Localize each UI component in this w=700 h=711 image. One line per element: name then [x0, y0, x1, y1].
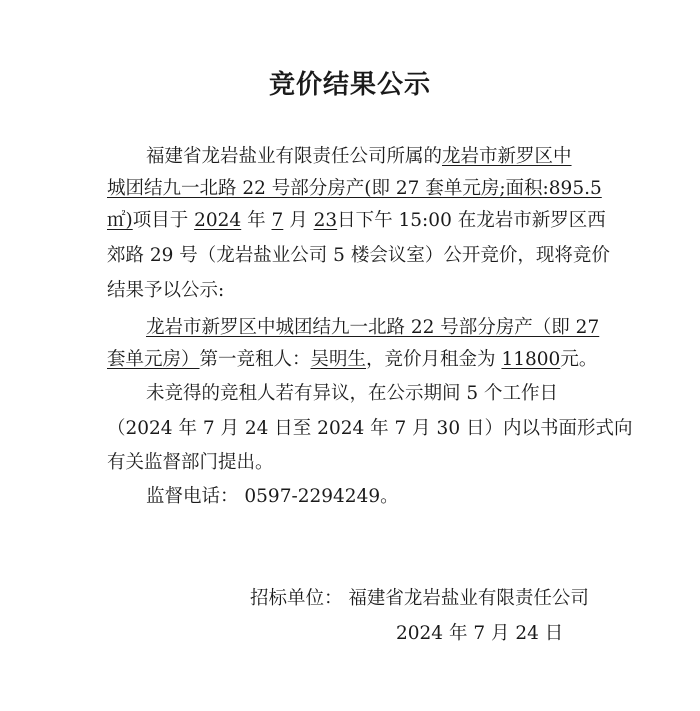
paragraph-line	[107, 208, 606, 234]
paragraph-line: 城团结九一北路 22 号部分房产(即 27 套单元房;面积:895.5	[107, 178, 602, 199]
underlined-winner-name: 吴明生	[310, 349, 367, 370]
text-segment: 日下午 15:00 在龙岩市新罗区西	[337, 210, 606, 231]
paragraph-line: 有关监督部门提出。	[107, 452, 274, 473]
underlined-area-unit: ㎡)	[107, 210, 133, 231]
paragraph-line: 未竞得的竞租人若有异议，在公示期间 5 个工作日	[146, 383, 559, 404]
paragraph-line: 郊路 29 号（龙岩盐业公司 5 楼会议室）公开竞价，现将竞价	[107, 245, 610, 266]
text-segment: 元。	[560, 349, 598, 370]
text-segment: 福建省龙岩盐业有限责任公司所属的	[146, 146, 443, 167]
paragraph-line	[146, 144, 572, 170]
underlined-month: 7	[271, 210, 284, 231]
underlined-property-location: 龙岩市新罗区中	[442, 146, 572, 167]
paragraph-line: （2024 年 7 月 24 日至 2024 年 7 月 30 日）内以书面形式向	[107, 418, 633, 439]
issuer-line: 招标单位： 福建省龙岩盐业有限责任公司	[250, 588, 589, 609]
underlined-rent-amount: 11800	[501, 349, 561, 370]
paragraph-line	[107, 347, 597, 373]
supervision-phone: 监督电话： 0597-2294249。	[146, 486, 399, 507]
underlined-day: 23	[313, 210, 338, 231]
text-segment: 第一竞租人：	[199, 349, 311, 370]
text-segment: 项目于	[132, 210, 189, 231]
text-segment: 年	[247, 210, 266, 231]
text-segment: 月	[289, 210, 308, 231]
underlined-text: 套单元房）	[107, 349, 200, 370]
text-segment: ，竞价月租金为	[366, 349, 496, 370]
paragraph-line: 龙岩市新罗区中城团结九一北路 22 号部分房产（即 27	[146, 317, 600, 338]
underlined-year: 2024	[194, 210, 242, 231]
paragraph-line: 结果予以公示:	[107, 280, 225, 301]
issue-date: 2024 年 7 月 24 日	[396, 623, 564, 644]
page-title: 竞价结果公示	[268, 70, 431, 100]
